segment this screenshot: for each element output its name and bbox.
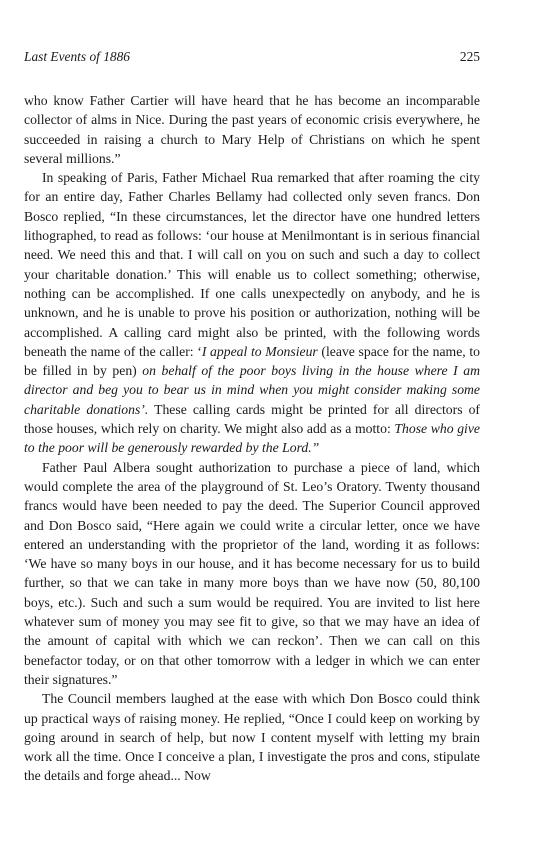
text-segment: The Council members laughed at the ease with which Don Bosco could think up practical ways of raising money. He replied, “Once I could keep on working by going around in search of help, but now I content myself with letting my brain work all the time. Once I conceive a plan, I investigate the pros and cons, stipulate the details and forge ahead... Now [24, 691, 480, 784]
italic-segment: I appeal to Monsieur [201, 343, 318, 359]
page-number: 225 [459, 49, 480, 64]
text-segment: Father Paul Albera sought authorization to purchase a piece of land, which would complete the area of the playground of St. Leo’s Oratory. Twenty thousand francs would have been needed to pay the deed. The Superior Council approved and Don Bosco said, “Here again we could write a circular letter, once we have entered an understanding with the proprietor of the land, wording it as follows: ‘We have so many boys in our house, and it has become necessary for us to build further, so that we can take in many more boys than we have now (50, 80,100 boys, etc.). Such and such a sum would be required. You are invited to list here whatever sum of money you may see fit to give, so that we may have an idea of the amount of capital with which we can reckon’. Then we can call on this benefactor today, or on that other tomorrow with a ledger in which we can enter their signatures.” [24, 459, 480, 687]
italic-segment: Those who give to the poor will be generously rewarded by the Lord.” [24, 421, 480, 456]
text-segment: (leave space for the name, to be filled in by pen) [24, 343, 481, 379]
text-segment: who know Father Cartier will have heard that he has become an incomparable collector of alms in Nice. During the past years of economic crisis everywhere, he succeeded in raising a church to Mary Help of Christians on which he spent several millions.” [24, 93, 480, 166]
page-body [24, 91, 480, 786]
paragraph-1 [24, 91, 480, 168]
paragraph-3 [24, 458, 480, 690]
paragraph-4 [24, 689, 480, 785]
text-segment: In speaking of Paris, Father Michael Rua remarked that after roaming the city for an entire day, Father Charles Bellamy had collected only seven francs. Don Bosco replied, “In these circumstances, let the director have one hundred letters lithographed, to read as follows: ‘our house at Menilmontant is in serious financial need. We need this and that. I will call on you on such and such a day to collect your charitable donation.’ This will enable us to collect something; otherwise, nothing can be accomplished. If one calls unexpectedly on anybody, and he is unknown, and he is unable to prove his position or authorization, nothing will be accomplished. A calling card might also be printed, with the following words beneath the name of the caller: ‘ [24, 170, 480, 359]
italic-segment: on behalf of the poor boys living in the house where I am director and beg you to bear us in mind when you might consider making some charitable donations’. [24, 363, 480, 417]
text-segment: These calling cards might be printed for all directors of those houses, which rely on charity. We might also add as a motto: [24, 401, 480, 437]
running-header [24, 49, 480, 65]
paragraph-2 [24, 168, 480, 457]
running-title: Last Events of 1886 [24, 49, 131, 64]
